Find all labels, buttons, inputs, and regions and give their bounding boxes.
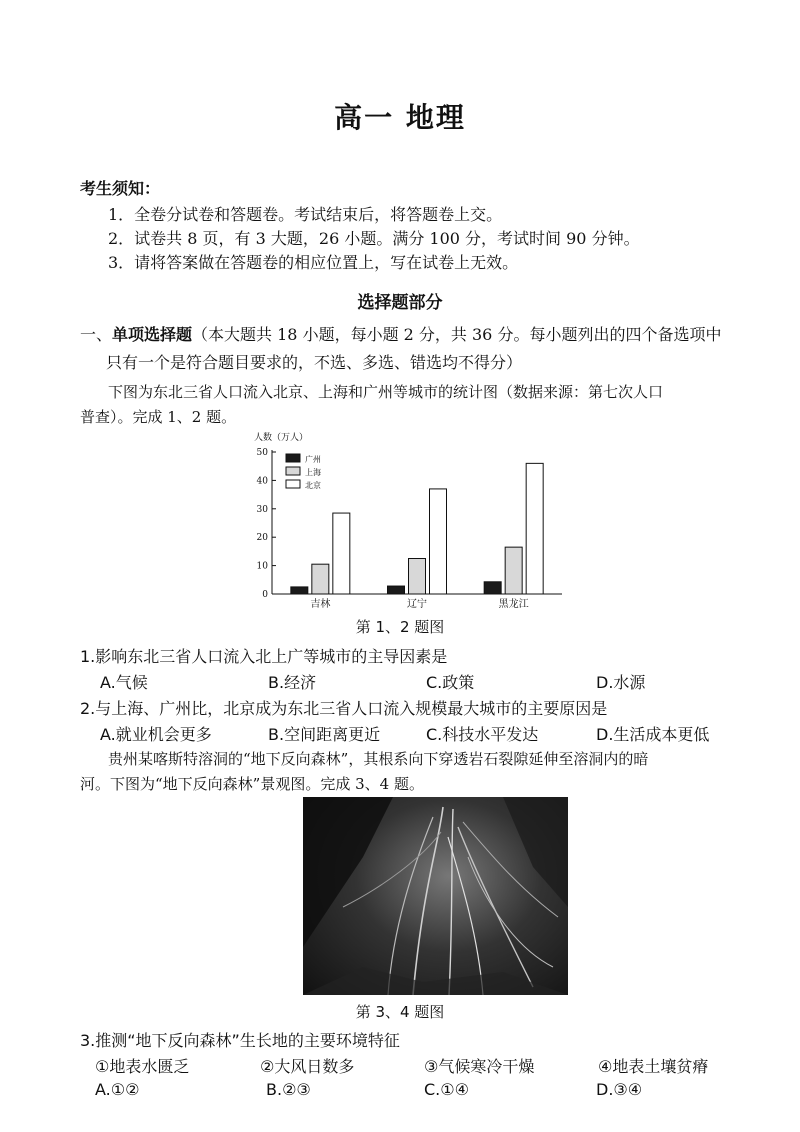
part1-desc-cont: 只有一个是符合题目要求的，不选、多选、错选均不得分） (106, 353, 523, 372)
bar-上海-黑龙江 (505, 547, 522, 594)
q3-item-4: ④地表土壤贫瘠 (598, 1057, 709, 1076)
figure-caption-2: 第 3、4 题图 (355, 1003, 445, 1021)
material1-line1: 下图为东北三省人口流入北京、上海和广州等城市的统计图（数据来源：第七次人口 (108, 383, 664, 401)
legend-swatch (286, 467, 300, 475)
y-tick-label: 20 (256, 533, 268, 544)
y-tick-label: 10 (256, 561, 268, 572)
q3-option-d[interactable]: D.③④ (596, 1080, 643, 1099)
bar-北京-辽宁 (430, 489, 447, 594)
q3-item-3: ③气候寒冷干燥 (424, 1057, 535, 1076)
bar-北京-吉林 (333, 513, 350, 594)
cave-root-illustration (303, 797, 568, 995)
cave-root-photo (303, 797, 568, 995)
notice-item: 1．全卷分试卷和答题卷。考试结束后，将答题卷上交。 (108, 205, 503, 224)
material2-line1: 贵州某喀斯特溶洞的“地下反向森林”，其根系向下穿透岩石裂隙延伸至溶洞内的暗 (108, 750, 649, 768)
q3-option-c[interactable]: C.①④ (424, 1080, 469, 1099)
legend-swatch (286, 480, 300, 488)
q3-item-1: ①地表水匮乏 (95, 1057, 190, 1076)
question-1-stem: 1.影响东北三省人口流入北上广等城市的主导因素是 (80, 647, 448, 666)
population-bar-chart (250, 428, 570, 612)
material1-line2: 普查）。完成 1、2 题。 (80, 408, 237, 426)
x-tick-label: 黑龙江 (498, 599, 529, 610)
page-title: 高一 地理 (334, 101, 466, 134)
q1-option-a[interactable]: A.气候 (100, 673, 148, 692)
figure-caption-1: 第 1、2 题图 (355, 618, 445, 636)
q3-option-b[interactable]: B.②③ (266, 1080, 311, 1099)
q1-option-b[interactable]: B.经济 (268, 673, 317, 692)
q1-option-d[interactable]: D.水源 (596, 673, 646, 692)
q2-option-c[interactable]: C.科技水平发达 (426, 725, 539, 744)
section-title: 选择题部分 (357, 293, 443, 313)
part1-desc: （本大题共 18 小题，每小题 2 分，共 36 分。每小题列出的四个备选项中 (192, 325, 722, 344)
x-tick-label: 吉林 (310, 599, 331, 610)
x-tick-label: 辽宁 (407, 599, 427, 610)
y-tick-label: 40 (256, 476, 268, 487)
legend-label: 北京 (305, 481, 321, 490)
y-axis-label: 人数（万人） (254, 433, 309, 443)
y-tick-label: 50 (256, 448, 268, 458)
part1-heading-line (80, 322, 721, 345)
y-tick-label: 30 (256, 504, 268, 515)
bar-上海-辽宁 (409, 559, 426, 595)
bar-北京-黑龙江 (526, 463, 543, 594)
question-2-stem: 2.与上海、广州比，北京成为东北三省人口流入规模最大城市的主要原因是 (80, 699, 608, 718)
q3-item-2: ②大风日数多 (260, 1057, 355, 1076)
y-tick-label: 0 (262, 590, 268, 600)
q1-option-c[interactable]: C.政策 (426, 673, 475, 692)
material2-line2: 河。下图为“地下反向森林”景观图。完成 3、4 题。 (80, 775, 424, 793)
q3-option-a[interactable]: A.①② (95, 1080, 140, 1099)
q2-option-a[interactable]: A.就业机会更多 (100, 725, 212, 744)
legend-swatch (286, 454, 300, 462)
bar-上海-吉林 (312, 564, 329, 594)
notice-item: 3．请将答案做在答题卷的相应位置上，写在试卷上无效。 (108, 253, 519, 272)
q2-option-b[interactable]: B.空间距离更近 (268, 725, 381, 744)
legend-label: 广州 (305, 455, 321, 464)
part1-heading: 单项选择题 (112, 325, 193, 344)
question-3-stem: 3.推测“地下反向森林”生长地的主要环境特征 (80, 1031, 400, 1050)
bar-广州-吉林 (291, 587, 308, 594)
notice-heading: 考生须知： (80, 179, 161, 198)
bar-广州-黑龙江 (484, 582, 501, 594)
part1-label: 一、 (80, 325, 113, 344)
bar-广州-辽宁 (388, 586, 405, 594)
notice-item: 2．试卷共 8 页，有 3 大题，26 小题。满分 100 分，考试时间 90 分钟。 (108, 229, 640, 248)
legend-label: 上海 (305, 468, 321, 477)
q2-option-d[interactable]: D.生活成本更低 (596, 725, 710, 744)
